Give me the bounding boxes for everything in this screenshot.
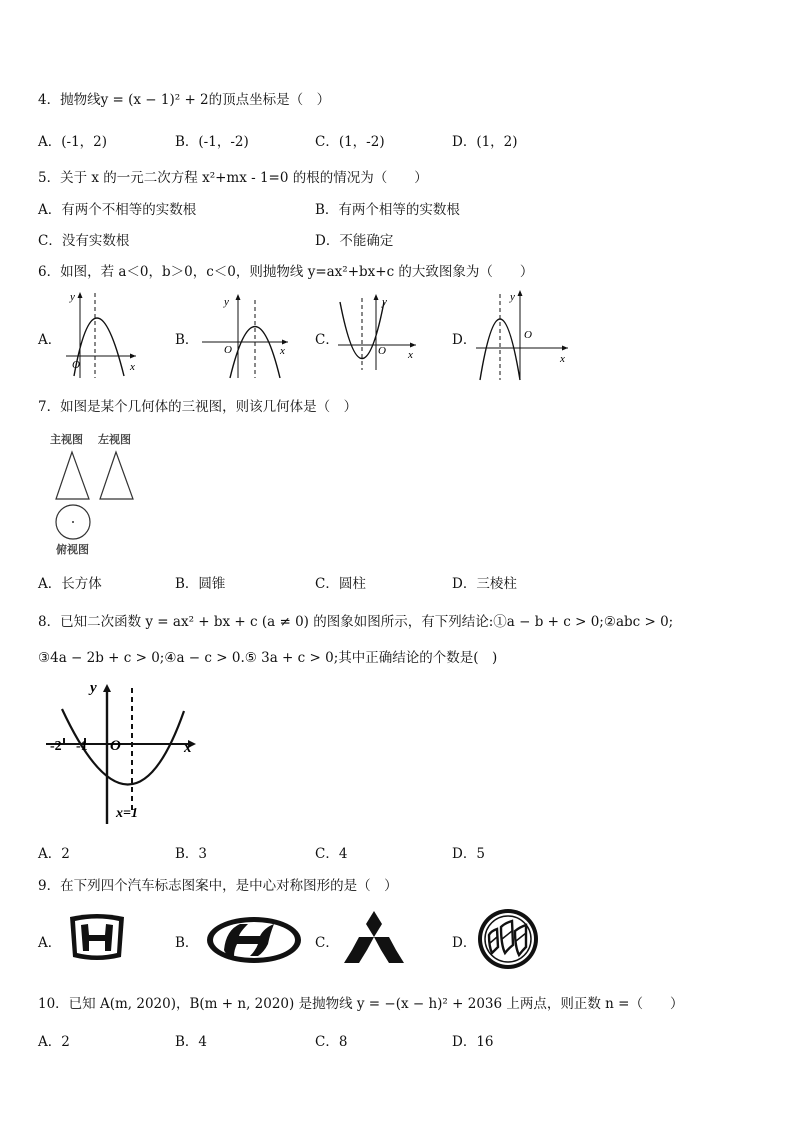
honda-logo-icon (66, 911, 128, 965)
q6-d-y-label: y (510, 291, 515, 303)
q6-b-origin: O (224, 344, 232, 356)
q8-option-c: C．4 (315, 846, 348, 862)
mitsubishi-logo-icon (342, 909, 406, 965)
q5-option-c: C．没有实数根 (38, 233, 130, 249)
q6-stem: 6．如图，若 a＜0，b＞0，c＜0，则抛物线 y=ax²+bx+c 的大致图象为（ ） (38, 264, 534, 280)
q7-three-views (48, 430, 148, 558)
q6-graph-c (336, 290, 421, 375)
q6-b-y-label: y (224, 296, 229, 308)
q7-option-c: C．圆柱 (315, 576, 366, 592)
q4-option-d: D．(1，2) (452, 134, 518, 150)
q7-side-triangle (100, 452, 133, 499)
q4-option-b: B．(-1，-2) (175, 134, 249, 150)
q5-option-b: B．有两个相等的实数根 (315, 202, 460, 218)
q6-d-origin: O (524, 329, 532, 341)
q8-tick-minus2: -2 (50, 739, 62, 754)
q6-a-x-label: x (130, 361, 135, 373)
q7-option-a: A．长方体 (38, 576, 102, 592)
q10-option-a: A．2 (38, 1034, 70, 1050)
q8-option-b: B．3 (175, 846, 208, 862)
q7-option-d: D．三棱柱 (452, 576, 517, 592)
q9-option-b-letter: B． (175, 935, 199, 951)
q8-symmetry-axis-label: x=1 (116, 806, 138, 821)
q6-option-c-letter: C． (315, 332, 339, 348)
q9-option-c-letter: C． (315, 935, 339, 951)
q6-b-x-label: x (280, 345, 285, 357)
q7-top-view-label: 俯视图 (56, 544, 89, 556)
q6-c-origin: O (378, 345, 386, 357)
q6-c-y-label: y (382, 296, 387, 308)
q7-front-triangle (56, 452, 89, 499)
q4-option-a: A．(-1，2) (38, 134, 108, 150)
q6-a-y-label: y (70, 291, 75, 303)
q10-stem: 10．已知 A(m, 2020)，B(m + n, 2020) 是抛物线 y = −(x − h)² + 2036 上两点，则正数 n =（ ） (38, 996, 684, 1012)
q7-front-view-label: 主视图 (50, 434, 83, 446)
q8-option-d: D．5 (452, 846, 485, 862)
q6-graph-d (474, 286, 572, 382)
q8-tick-minus1: -1 (76, 739, 88, 754)
q8-stem-line2: ③4a − 2b + c > 0;④a − c > 0.⑤ 3a + c > 0;其中正确结论的个数是( ) (38, 650, 498, 666)
q6-graph-b (198, 290, 293, 380)
q6-d-x-label: x (560, 353, 565, 365)
q6-option-d-letter: D． (452, 332, 477, 348)
q10-option-c: C．8 (315, 1034, 348, 1050)
q8-origin-label: O (110, 738, 121, 754)
q5-option-a: A．有两个不相等的实数根 (38, 202, 197, 218)
q5-option-d: D．不能确定 (315, 233, 394, 249)
q8-option-a: A．2 (38, 846, 70, 862)
q9-stem: 9．在下列四个汽车标志图案中，是中心对称图形的是（ ） (38, 878, 398, 894)
hyundai-logo-icon (204, 914, 304, 966)
q7-side-view-label: 左视图 (98, 434, 131, 446)
q7-option-b: B．圆锥 (175, 576, 226, 592)
q8-stem-line1: 8．已知二次函数 y = ax² + bx + c (a ≠ 0) 的图象如图所示，有下列结论:①a − b + c > 0;②abc > 0; (38, 614, 674, 630)
q10-option-b: B．4 (175, 1034, 208, 1050)
q6-a-origin: O (72, 359, 80, 371)
q8-x-label: x (184, 740, 192, 756)
q9-option-d-letter: D． (452, 935, 477, 951)
buick-logo-icon (476, 907, 540, 971)
q6-graph-a (62, 288, 142, 380)
q7-stem: 7．如图是某个几何体的三视图，则该几何体是（ ） (38, 399, 358, 415)
q6-option-a-letter: A． (38, 332, 62, 348)
q5-stem: 5．关于 x 的一元二次方程 x²+mx - 1=0 的根的情况为（ ） (38, 170, 428, 186)
q10-option-d: D．16 (452, 1034, 494, 1050)
q6-c-x-label: x (408, 349, 413, 361)
q4-stem: 4．抛物线y = (x − 1)² + 2的顶点坐标是（ ） (38, 92, 331, 108)
q6-option-b-letter: B． (175, 332, 199, 348)
q4-option-c: C．(1，-2) (315, 134, 385, 150)
q8-y-label: y (90, 680, 97, 696)
q8-parabola-graph (44, 676, 204, 828)
q9-option-a-letter: A． (38, 935, 62, 951)
